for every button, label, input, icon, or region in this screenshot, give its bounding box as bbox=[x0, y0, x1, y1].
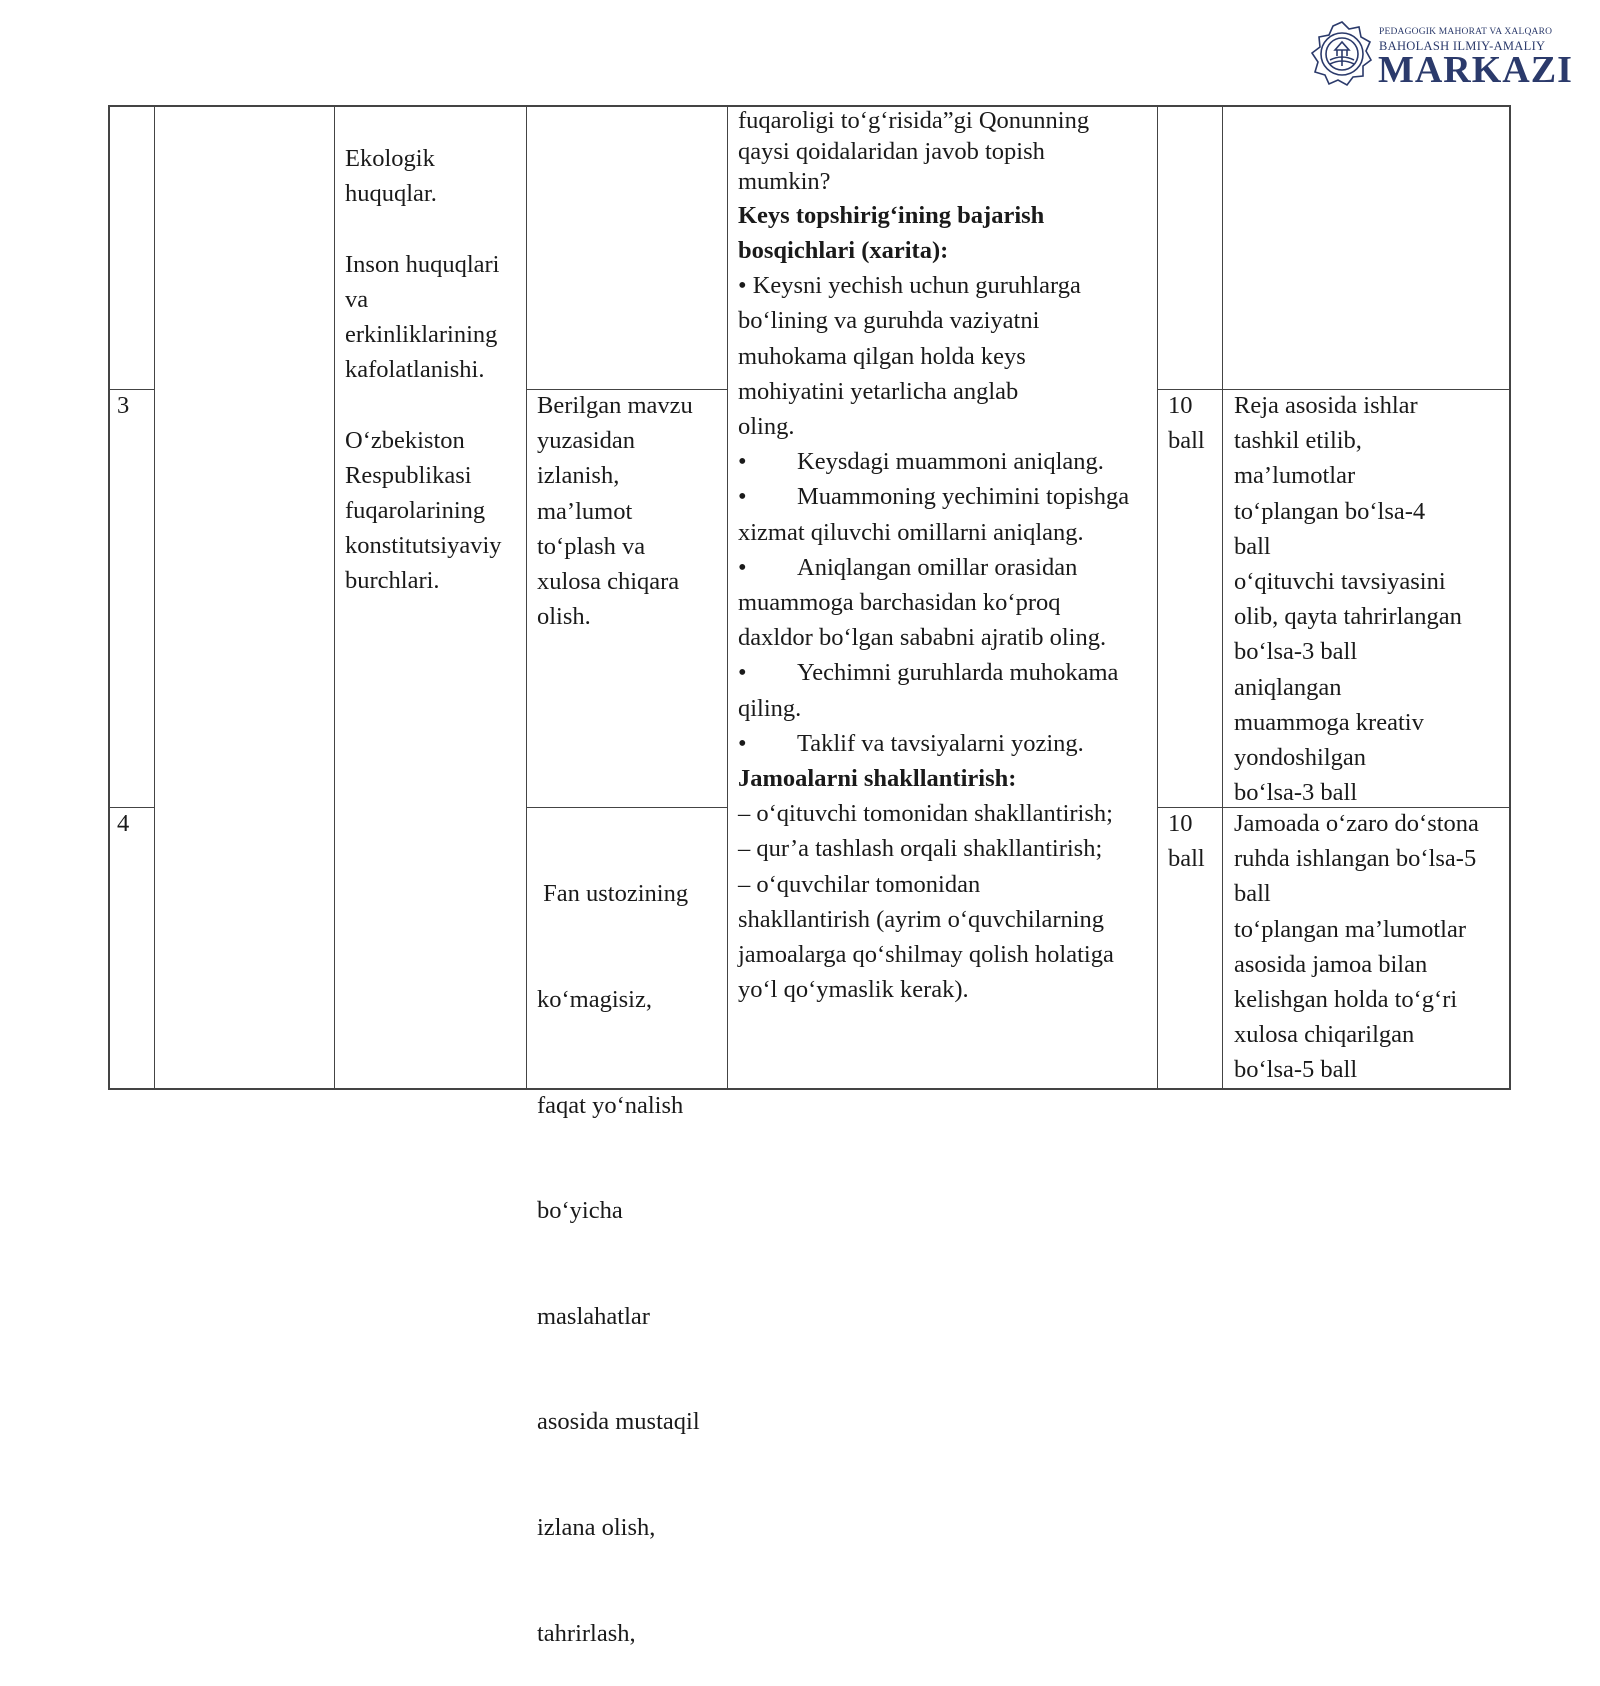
row-number: 4 bbox=[117, 810, 130, 837]
criteria-line: olib, qayta tahrirlangan bbox=[1234, 603, 1462, 631]
topic-line: erkinliklarining bbox=[345, 321, 498, 349]
steps-heading: Keys topshirig‘ining bajarish bbox=[738, 201, 1045, 229]
bullet-marker: • bbox=[738, 659, 747, 687]
criteria-line: bo‘lsa-3 ball bbox=[1234, 779, 1358, 807]
activity-line: Berilgan mavzu bbox=[537, 392, 693, 419]
teams-line: shakllantirish (ayrim o‘quvchilarning bbox=[738, 905, 1105, 933]
task-intro-line: fuqaroligi to‘g‘risida”gi Qonunning bbox=[738, 107, 1090, 134]
points-cell bbox=[1168, 806, 1205, 876]
steps-line: oling. bbox=[738, 413, 795, 440]
column-divider bbox=[1157, 105, 1158, 1090]
bullet-text: Keysdagi muammoni aniqlang. bbox=[797, 448, 1104, 476]
activity-cell bbox=[537, 806, 700, 1686]
steps-line: • Keysni yechish uchun guruhlarga bbox=[738, 272, 1081, 300]
bullet-text: Taklif va tavsiyalarni yozing. bbox=[797, 729, 1084, 757]
criteria-line: bo‘lsa-3 ball bbox=[1234, 638, 1358, 666]
criteria-cell bbox=[1234, 388, 1462, 810]
activity-line: to‘plash va bbox=[537, 532, 646, 560]
topic-line: Inson huquqlari bbox=[345, 250, 500, 278]
bullet-item bbox=[738, 550, 1129, 585]
topic-line: Ekologik bbox=[345, 145, 435, 172]
column-divider bbox=[1509, 105, 1511, 1090]
topic-line: Respublikasi bbox=[345, 461, 472, 489]
activity-line: yuzasidan bbox=[537, 427, 635, 455]
bullet-marker: • bbox=[738, 553, 747, 581]
activity-line: tahrirlash, bbox=[537, 1619, 636, 1647]
steps-line: muhokama qilgan holda keys bbox=[738, 342, 1026, 370]
steps-line: mohiyatini yetarlicha anglab bbox=[738, 377, 1019, 405]
activity-line: bo‘yicha bbox=[537, 1197, 623, 1225]
bullet-text: Yechimni guruhlarda muhokama bbox=[797, 659, 1119, 687]
bullet-text: Aniqlangan omillar orasidan bbox=[797, 553, 1078, 581]
criteria-line: yondoshilgan bbox=[1234, 744, 1367, 772]
column-divider bbox=[108, 105, 110, 1090]
row-divider bbox=[108, 807, 155, 808]
topic-line: va bbox=[345, 285, 369, 313]
bullet-item bbox=[738, 479, 1129, 514]
column-divider bbox=[334, 105, 335, 1090]
criteria-line: tashkil etilib, bbox=[1234, 427, 1362, 455]
teams-line: yo‘l qo‘ymaslik kerak). bbox=[738, 976, 969, 1004]
bullet-text: Muammoning yechimini topishga bbox=[797, 483, 1130, 511]
bullet-marker: • bbox=[738, 729, 747, 757]
bullet-item bbox=[738, 444, 1129, 479]
task-intro-line: mumkin? bbox=[738, 168, 831, 196]
column-divider bbox=[154, 105, 155, 1090]
teams-line: – qur’a tashlash orqali shakllantirish; bbox=[738, 835, 1103, 863]
criteria-line: ruhda ishlangan bo‘lsa-5 bbox=[1234, 845, 1477, 873]
criteria-line: ball bbox=[1234, 880, 1271, 908]
task-intro-line: qaysi qoidalaridan javob topish bbox=[738, 137, 1045, 165]
activity-line: maslahatlar bbox=[537, 1302, 650, 1330]
column-divider bbox=[526, 105, 527, 1090]
column-divider bbox=[727, 105, 728, 1090]
topic-line: fuqarolarining bbox=[345, 497, 486, 525]
activity-line: ko‘magisiz, bbox=[537, 986, 652, 1014]
criteria-line: Reja asosida ishlar bbox=[1234, 392, 1418, 419]
bullet-continuation: daxldor bo‘lgan sababni ajratib oling. bbox=[738, 624, 1107, 652]
teams-line: – o‘qituvchi tomonidan shakllantirish; bbox=[738, 800, 1113, 828]
points-line: 10 bbox=[1168, 392, 1193, 419]
bullet-item bbox=[738, 655, 1129, 690]
table-border-bottom bbox=[108, 1088, 1510, 1090]
bullet-marker: • bbox=[738, 448, 747, 476]
activity-line: olish. bbox=[537, 603, 591, 631]
points-line: ball bbox=[1168, 845, 1205, 873]
bullet-marker: • bbox=[738, 483, 747, 511]
criteria-line: asosida jamoa bilan bbox=[1234, 950, 1428, 978]
criteria-line: bo‘lsa-5 ball bbox=[1234, 1056, 1358, 1084]
task-cell bbox=[738, 106, 1129, 1007]
criteria-line: ball bbox=[1234, 532, 1271, 560]
criteria-line: xulosa chiqarilgan bbox=[1234, 1021, 1415, 1049]
topic-line bbox=[345, 211, 502, 246]
logo-line-2: BAHOLASH ILMIY-AMALIY bbox=[1379, 39, 1546, 53]
bullet-continuation: muammoga barchasidan ko‘proq bbox=[738, 589, 1061, 617]
topic-line: huquqlar. bbox=[345, 180, 437, 208]
topic-cell bbox=[345, 141, 502, 599]
topic-line: konstitutsiyaviy bbox=[345, 532, 502, 560]
topic-line: O‘zbekiston bbox=[345, 426, 465, 454]
bullet-continuation: xizmat qiluvchi omillarni aniqlang. bbox=[738, 518, 1084, 546]
criteria-line: Jamoada o‘zaro do‘stona bbox=[1234, 810, 1479, 837]
activity-line: asosida mustaqil bbox=[537, 1408, 700, 1436]
activity-line: izlana olish, bbox=[537, 1514, 656, 1542]
points-line: 10 bbox=[1168, 810, 1193, 837]
row-number: 3 bbox=[117, 392, 130, 419]
row-divider bbox=[108, 389, 155, 390]
points-line: ball bbox=[1168, 427, 1205, 455]
criteria-line: kelishgan holda to‘g‘ri bbox=[1234, 986, 1458, 1014]
logo-line-3: MARKAZI bbox=[1378, 49, 1573, 91]
criteria-line: muammoga kreativ bbox=[1234, 708, 1424, 736]
criteria-line: to‘plangan bo‘lsa-4 bbox=[1234, 497, 1426, 525]
teams-line: – o‘quvchilar tomonidan bbox=[738, 870, 981, 898]
activity-cell bbox=[537, 388, 693, 634]
column-divider bbox=[1222, 105, 1223, 1090]
activity-line: xulosa chiqara bbox=[537, 568, 680, 596]
points-cell bbox=[1168, 388, 1205, 458]
topic-line bbox=[345, 387, 502, 422]
criteria-line: o‘qituvchi tavsiyasini bbox=[1234, 568, 1446, 596]
activity-line: ma’lumot bbox=[537, 497, 633, 525]
activity-line: faqat yo‘nalish bbox=[537, 1091, 684, 1119]
criteria-line: to‘plangan ma’lumotlar bbox=[1234, 915, 1466, 943]
teams-heading: Jamoalarni shakllantirish: bbox=[738, 765, 1017, 793]
bullet-continuation: qiling. bbox=[738, 694, 802, 722]
teams-line: jamoalarga qo‘shilmay qolish holatiga bbox=[738, 941, 1114, 969]
topic-line: kafolatlanishi. bbox=[345, 356, 485, 384]
activity-line: Fan ustozining bbox=[537, 880, 689, 908]
bullet-item bbox=[738, 726, 1129, 761]
activity-line: izlanish, bbox=[537, 462, 620, 490]
steps-heading: bosqichlari (xarita): bbox=[738, 236, 949, 264]
logo-line-1: PEDAGOGIK MAHORAT VA XALQARO bbox=[1379, 27, 1553, 37]
criteria-line: aniqlangan bbox=[1234, 673, 1342, 701]
topic-line: burchlari. bbox=[345, 567, 440, 595]
criteria-line: ma’lumotlar bbox=[1234, 462, 1356, 490]
steps-line: bo‘lining va guruhda vaziyatni bbox=[738, 307, 1040, 335]
criteria-cell bbox=[1234, 806, 1479, 1088]
